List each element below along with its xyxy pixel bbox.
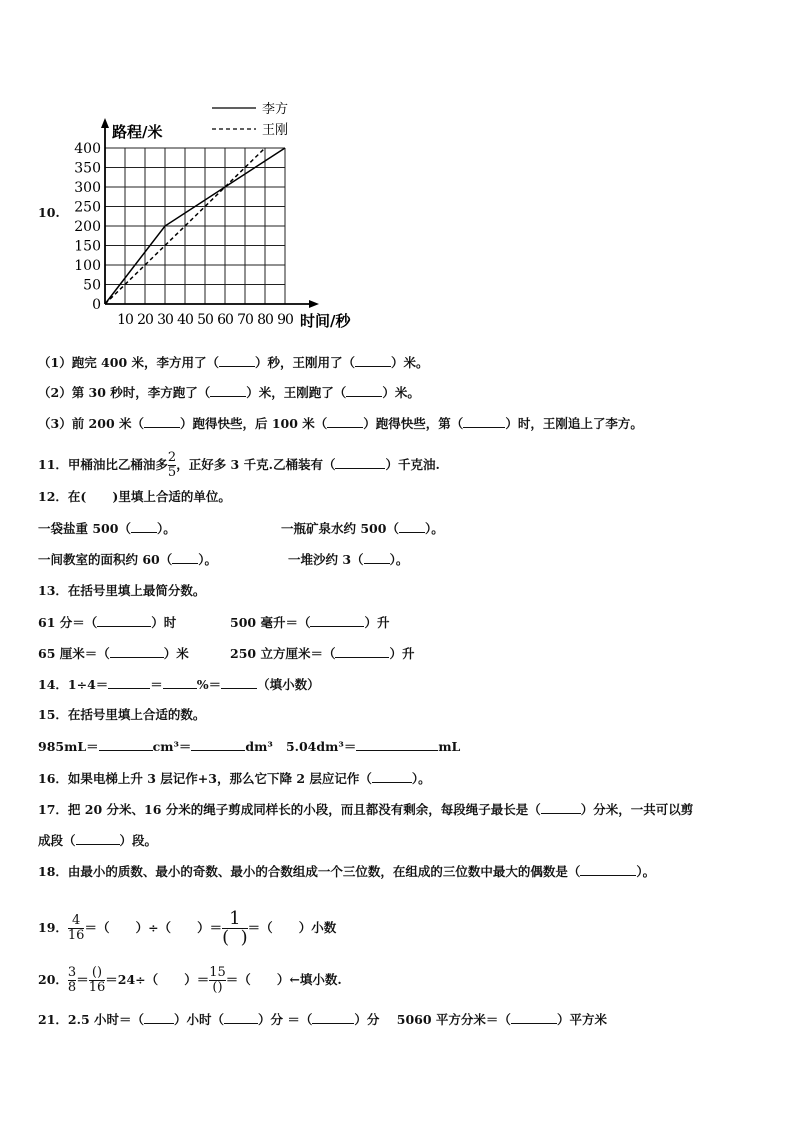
- answer-blank[interactable]: [580, 863, 636, 876]
- q13-line2-left: 65 厘米＝（ ）米: [38, 646, 189, 661]
- question-11: 11．甲桶油比乙桶油多 $\frac{2}{5}$ ，正好多 3 千克.乙桶装有（ ）千克油.: [38, 450, 440, 480]
- chart-legend: [212, 101, 288, 138]
- answer-blank[interactable]: [511, 1011, 557, 1024]
- answer-blank[interactable]: [312, 1011, 354, 1024]
- x-tick-label: 40: [177, 312, 193, 328]
- y-tick-label: 350: [74, 160, 101, 177]
- answer-blank[interactable]: [144, 415, 180, 428]
- answer-blank[interactable]: [144, 1011, 174, 1024]
- question-16: 16．如果电梯上升 3 层记作+3，那么它下降 2 层应记作（ ）。: [38, 771, 431, 786]
- fraction: $\frac{4}{16}$: [67, 913, 85, 943]
- x-tick-label: 60: [217, 312, 233, 328]
- answer-blank[interactable]: [364, 551, 390, 564]
- answer-blank[interactable]: [221, 676, 257, 689]
- y-axis-arrow: [101, 118, 109, 128]
- y-tick-label: 50: [83, 277, 101, 294]
- q12-line2-right: 一堆沙约 3（ ）。: [288, 552, 409, 567]
- q15-line: 985mL＝ cm³＝ dm³ 5.04dm³＝ mL: [38, 739, 461, 754]
- x-tick-label: 50: [197, 312, 213, 328]
- question-17-line1: 17．把 20 分米、16 分米的绳子剪成同样长的小段，而且都没有剩余，每段绳子最长是（ ）分米，一共可以剪: [38, 802, 694, 817]
- answer-blank[interactable]: [463, 415, 505, 428]
- chart-x-label: 时间/秒: [300, 312, 351, 330]
- answer-blank[interactable]: [131, 520, 157, 533]
- answer-blank[interactable]: [108, 676, 150, 689]
- answer-blank[interactable]: [163, 676, 197, 689]
- x-tick-label: 30: [157, 312, 173, 328]
- q12-line2-left: 一间教室的面积约 60（ ）。: [38, 552, 218, 567]
- answer-blank[interactable]: [210, 384, 246, 397]
- fraction: $\frac{3}{8}$: [67, 965, 77, 995]
- question-10-number: 10.: [38, 205, 60, 220]
- fraction: $\frac{15}{()}$: [209, 965, 226, 995]
- q10-sub3: （3）前 200 米（ ）跑得快些，后 100 米（ ）跑得快些，第（ ）时，王刚追上了李方。: [38, 416, 643, 431]
- answer-blank[interactable]: [399, 520, 425, 533]
- answer-blank[interactable]: [99, 738, 153, 751]
- answer-blank[interactable]: [97, 614, 151, 627]
- x-tick-label: 20: [137, 312, 153, 328]
- y-tick-label: 400: [74, 141, 101, 157]
- q12-line1-right: 一瓶矿泉水约 500（ ）。: [281, 521, 444, 536]
- y-tick-label: 300: [74, 180, 101, 196]
- q12-line1-left: 一袋盐重 500（ ）。: [38, 521, 176, 536]
- legend-label: 王刚: [262, 123, 289, 138]
- fraction: $\frac{2}{5}$: [167, 450, 177, 480]
- distance-time-chart: [0, 0, 794, 340]
- answer-blank[interactable]: [224, 1011, 258, 1024]
- y-tick-label: 200: [74, 219, 101, 235]
- q10-sub1: （1）跑完 400 米，李方用了（ ）秒，王刚用了（ ）米。: [38, 355, 429, 370]
- question-20: 20． $\frac{3}{8}$ ＝ $\frac{()}{16}$ ＝24÷（ ）＝ $\frac{15}{()}$ ＝（ ）←填小数.: [38, 965, 342, 995]
- x-axis-arrow: [309, 300, 319, 308]
- answer-blank[interactable]: [310, 614, 364, 627]
- answer-blank[interactable]: [335, 645, 389, 658]
- x-tick-label: 70: [237, 312, 253, 328]
- question-13-title: 13．在括号里填上最简分数。: [38, 583, 206, 598]
- y-tick-label: 150: [74, 238, 101, 255]
- legend-label: 李方: [262, 102, 289, 117]
- chart-axes: [101, 118, 319, 308]
- answer-blank[interactable]: [327, 415, 363, 428]
- y-tick-label: 100: [74, 258, 101, 274]
- question-18: 18．由最小的质数、最小的奇数、最小的合数组成一个三位数，在组成的三位数中最大的偶数是（ ）。: [38, 864, 656, 879]
- question-19: 19． $\frac{4}{16}$ ＝（ ）÷（ ）＝ $\frac{1}{( )}$ ＝（ ）小数: [38, 908, 337, 948]
- question-15-title: 15．在括号里填上合适的数。: [38, 707, 206, 722]
- question-17-line2: 成段（ ）段。: [38, 833, 158, 848]
- y-tick-label: 250: [74, 199, 101, 216]
- q13-line1-left: 61 分＝（ ）时: [38, 615, 177, 630]
- fraction: $\frac{()}{16}$: [88, 965, 106, 995]
- answer-blank[interactable]: [356, 738, 438, 751]
- question-14: 14．1÷4＝ ＝ %＝ （填小数）: [38, 677, 320, 692]
- q13-line2-right: 250 立方厘米＝（ ）升: [230, 646, 415, 661]
- chart-ticks: [74, 141, 293, 328]
- answer-blank[interactable]: [172, 551, 198, 564]
- answer-blank[interactable]: [76, 832, 120, 845]
- answer-blank[interactable]: [346, 384, 382, 397]
- answer-blank[interactable]: [335, 456, 385, 469]
- answer-blank[interactable]: [191, 738, 245, 751]
- answer-blank[interactable]: [372, 770, 412, 783]
- answer-blank[interactable]: [355, 354, 391, 367]
- q10-sub2: （2）第 30 秒时，李方跑了（ ）米，王刚跑了（ ）米。: [38, 385, 420, 400]
- q13-line1-right: 500 毫升＝（ ）升: [230, 615, 390, 630]
- answer-blank[interactable]: [541, 801, 581, 814]
- fraction: $\frac{1}{( )}$: [222, 908, 248, 948]
- chart-grid: [105, 148, 285, 304]
- x-tick-label: 90: [277, 312, 293, 328]
- chart-y-label: 路程/米: [112, 123, 163, 141]
- x-tick-label: 80: [257, 312, 273, 328]
- question-12-title: 12．在( )里填上合适的单位。: [38, 489, 231, 504]
- question-21: 21．2.5 小时＝（ ）小时（ ）分 ＝（ ）分 5060 平方分米＝（ ）平方米: [38, 1012, 607, 1027]
- answer-blank[interactable]: [219, 354, 255, 367]
- answer-blank[interactable]: [110, 645, 164, 658]
- y-tick-label: 0: [92, 297, 101, 313]
- x-tick-label: 10: [117, 312, 133, 328]
